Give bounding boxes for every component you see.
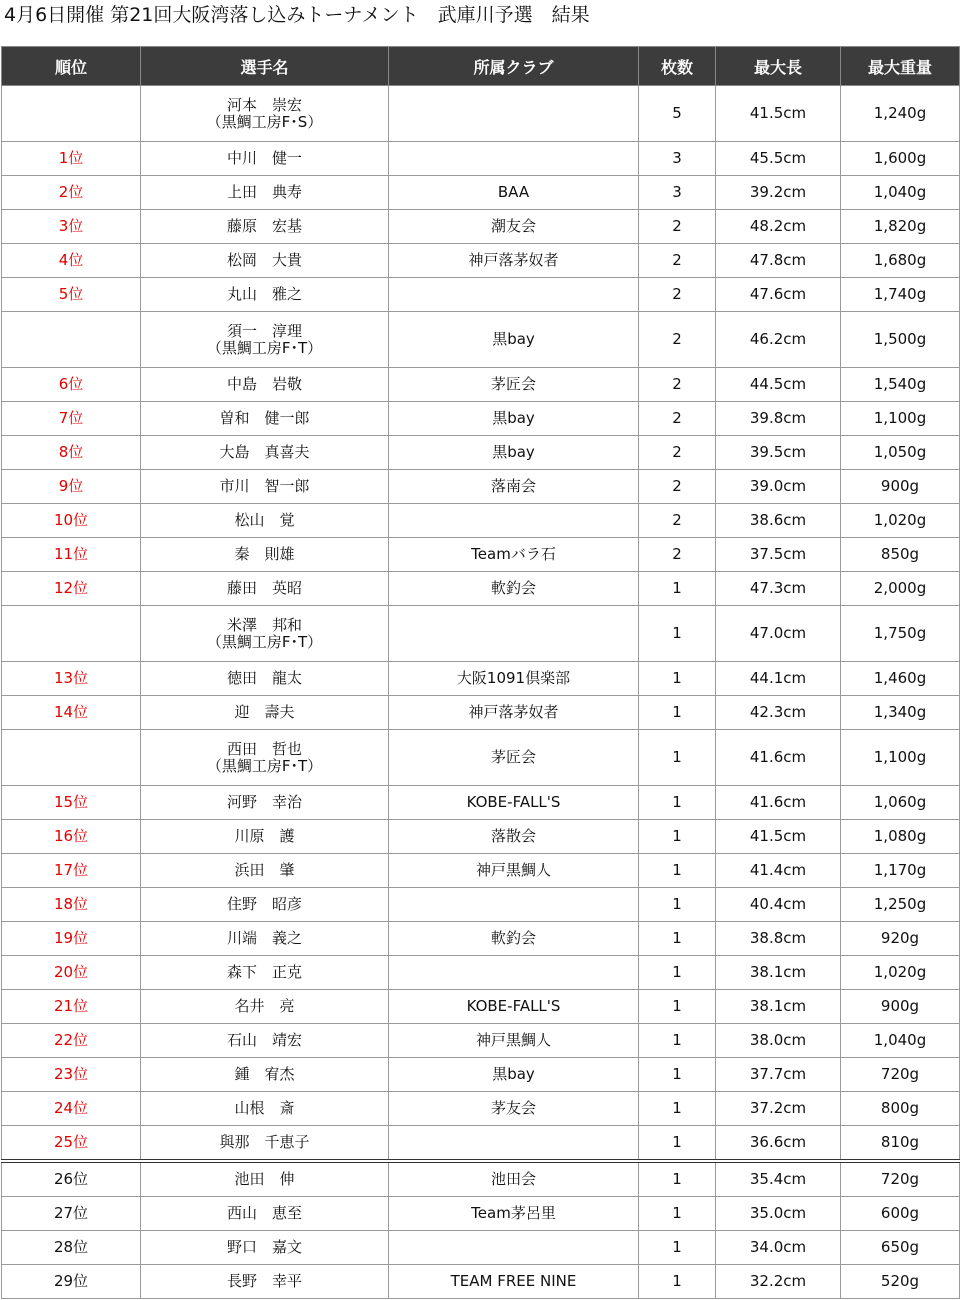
club-cell: [389, 142, 639, 176]
angler-name: 中島 岩敬: [226, 375, 302, 393]
max-weight-cell: 1,020g: [841, 956, 960, 990]
angler-name-cell: [141, 1092, 389, 1126]
rank-cell: [2, 86, 141, 142]
table-row: [2, 606, 960, 662]
angler-name-cell: [141, 696, 389, 730]
angler-name: 松岡 大貴: [226, 251, 302, 269]
angler-name: 迎 壽夫: [234, 703, 295, 721]
club-cell: 潮友会: [389, 210, 639, 244]
club-cell: 神戸黒鯛人: [389, 1024, 639, 1058]
max-weight-cell: 2,000g: [841, 572, 960, 606]
max-weight-cell: 1,340g: [841, 696, 960, 730]
angler-name: 鍾 宥杰: [234, 1065, 295, 1083]
max-length-cell: 35.4cm: [716, 1161, 841, 1197]
rank-cell: 17位: [2, 854, 141, 888]
angler-name: 河野 幸治: [226, 793, 302, 811]
club-cell: KOBE-FALL'S: [389, 990, 639, 1024]
count-cell: 1: [639, 1092, 716, 1126]
angler-name: 米澤 邦和: [226, 615, 302, 634]
count-cell: 1: [639, 1126, 716, 1162]
header-max-weight: 最大重量: [841, 47, 960, 86]
header-rank: 順位: [2, 47, 141, 86]
table-row: [2, 1058, 960, 1092]
angler-name: 池田 伸: [234, 1170, 295, 1188]
club-cell: [389, 956, 639, 990]
max-weight-cell: 1,600g: [841, 142, 960, 176]
rank-cell: 10位: [2, 504, 141, 538]
angler-name-cell: [141, 1024, 389, 1058]
max-length-cell: 34.0cm: [716, 1231, 841, 1265]
angler-affiliation-note: （黒鯛工房F･T）: [206, 632, 323, 651]
table-row: [2, 730, 960, 786]
rank-cell: 9位: [2, 470, 141, 504]
rank-cell: 6位: [2, 368, 141, 402]
angler-name: 石山 靖宏: [226, 1031, 302, 1049]
angler-name-cell: [141, 956, 389, 990]
max-weight-cell: 1,750g: [841, 606, 960, 662]
table-row: [2, 538, 960, 572]
table-row: [2, 504, 960, 538]
max-length-cell: 46.2cm: [716, 312, 841, 368]
count-cell: 1: [639, 572, 716, 606]
club-cell: 黒bay: [389, 312, 639, 368]
angler-name: 上田 典寿: [226, 183, 302, 201]
table-row: [2, 956, 960, 990]
angler-name: 野口 嘉文: [226, 1238, 302, 1256]
max-length-cell: 47.0cm: [716, 606, 841, 662]
angler-name-cell: [141, 854, 389, 888]
max-weight-cell: 900g: [841, 470, 960, 504]
count-cell: 1: [639, 730, 716, 786]
rank-cell: 21位: [2, 990, 141, 1024]
rank-cell: [2, 730, 141, 786]
max-weight-cell: 720g: [841, 1161, 960, 1197]
angler-name: 西田 哲也: [226, 739, 302, 758]
header-count: 枚数: [639, 47, 716, 86]
angler-name-cell: [141, 786, 389, 820]
max-length-cell: 35.0cm: [716, 1197, 841, 1231]
angler-name-cell: [141, 278, 389, 312]
count-cell: 1: [639, 1161, 716, 1197]
max-weight-cell: 1,740g: [841, 278, 960, 312]
header-name: 選手名: [141, 47, 389, 86]
max-length-cell: 38.0cm: [716, 1024, 841, 1058]
count-cell: 2: [639, 210, 716, 244]
max-weight-cell: 1,820g: [841, 210, 960, 244]
rank-cell: 28位: [2, 1231, 141, 1265]
angler-name: 川原 護: [234, 827, 295, 845]
table-row: [2, 436, 960, 470]
rank-cell: 11位: [2, 538, 141, 572]
max-length-cell: 39.8cm: [716, 402, 841, 436]
table-row: [2, 1092, 960, 1126]
max-length-cell: 41.6cm: [716, 730, 841, 786]
table-row: [2, 470, 960, 504]
max-length-cell: 37.7cm: [716, 1058, 841, 1092]
table-row: [2, 312, 960, 368]
count-cell: 1: [639, 888, 716, 922]
angler-name: 須一 淳理: [226, 321, 302, 340]
table-row: [2, 176, 960, 210]
max-weight-cell: 1,060g: [841, 786, 960, 820]
count-cell: 2: [639, 470, 716, 504]
table-row: [2, 244, 960, 278]
page-title: 4月6日開催 第21回大阪湾落し込みトーナメント 武庫川予選 結果: [4, 4, 590, 26]
club-cell: 黒bay: [389, 436, 639, 470]
header-club: 所属クラブ: [389, 47, 639, 86]
angler-name-cell: [141, 402, 389, 436]
count-cell: 1: [639, 786, 716, 820]
max-weight-cell: 1,170g: [841, 854, 960, 888]
max-weight-cell: 1,050g: [841, 436, 960, 470]
table-row: [2, 888, 960, 922]
angler-name-cell: [141, 1161, 389, 1197]
angler-name: 山根 斎: [234, 1099, 295, 1117]
angler-name: 藤原 宏基: [226, 217, 302, 235]
count-cell: 1: [639, 1058, 716, 1092]
angler-name-cell: [141, 730, 389, 786]
club-cell: 黒bay: [389, 402, 639, 436]
max-weight-cell: 1,540g: [841, 368, 960, 402]
angler-name-cell: [141, 1058, 389, 1092]
max-length-cell: 47.6cm: [716, 278, 841, 312]
rank-cell: 26位: [2, 1161, 141, 1197]
angler-name: 浜田 肇: [234, 861, 295, 879]
max-length-cell: 41.4cm: [716, 854, 841, 888]
results-body: [2, 86, 960, 1299]
max-length-cell: 40.4cm: [716, 888, 841, 922]
count-cell: 3: [639, 142, 716, 176]
count-cell: 2: [639, 312, 716, 368]
rank-cell: 1位: [2, 142, 141, 176]
club-cell: TEAM FREE NINE: [389, 1265, 639, 1299]
max-length-cell: 37.2cm: [716, 1092, 841, 1126]
max-length-cell: 45.5cm: [716, 142, 841, 176]
angler-name: 市川 智一郎: [219, 477, 310, 495]
angler-name: 徳田 龍太: [226, 669, 302, 687]
table-row: [2, 1126, 960, 1162]
angler-name-cell: [141, 922, 389, 956]
club-cell: 茅友会: [389, 1092, 639, 1126]
max-length-cell: 44.1cm: [716, 662, 841, 696]
max-weight-cell: 850g: [841, 538, 960, 572]
angler-name-cell: [141, 606, 389, 662]
count-cell: 2: [639, 402, 716, 436]
club-cell: 軟釣会: [389, 922, 639, 956]
club-cell: 神戸落茅奴者: [389, 244, 639, 278]
club-cell: 落南会: [389, 470, 639, 504]
angler-name: 大島 真喜夫: [219, 443, 310, 461]
angler-affiliation-note: （黒鯛工房F･T）: [206, 756, 323, 775]
angler-name-cell: [141, 888, 389, 922]
table-row: [2, 662, 960, 696]
club-cell: [389, 888, 639, 922]
count-cell: 1: [639, 820, 716, 854]
max-length-cell: 41.6cm: [716, 786, 841, 820]
angler-name: 丸山 雅之: [226, 285, 302, 303]
max-weight-cell: 1,240g: [841, 86, 960, 142]
max-weight-cell: 1,100g: [841, 402, 960, 436]
rank-cell: 14位: [2, 696, 141, 730]
max-length-cell: 44.5cm: [716, 368, 841, 402]
angler-name-cell: [141, 210, 389, 244]
count-cell: 1: [639, 1024, 716, 1058]
rank-cell: 22位: [2, 1024, 141, 1058]
rank-cell: 3位: [2, 210, 141, 244]
rank-cell: 16位: [2, 820, 141, 854]
count-cell: 2: [639, 244, 716, 278]
max-weight-cell: 600g: [841, 1197, 960, 1231]
table-row: [2, 142, 960, 176]
max-weight-cell: 1,460g: [841, 662, 960, 696]
count-cell: 1: [639, 696, 716, 730]
angler-name: 長野 幸平: [226, 1272, 302, 1290]
count-cell: 1: [639, 922, 716, 956]
rank-cell: 4位: [2, 244, 141, 278]
table-row: [2, 278, 960, 312]
rank-cell: 15位: [2, 786, 141, 820]
table-row: [2, 854, 960, 888]
rank-cell: 27位: [2, 1197, 141, 1231]
angler-name-cell: [141, 538, 389, 572]
angler-name: 河本 崇宏: [226, 95, 302, 114]
table-row: [2, 1161, 960, 1197]
club-cell: [389, 1126, 639, 1162]
max-length-cell: 38.1cm: [716, 990, 841, 1024]
angler-name-cell: [141, 436, 389, 470]
club-cell: [389, 606, 639, 662]
club-cell: [389, 504, 639, 538]
count-cell: 1: [639, 662, 716, 696]
club-cell: BAA: [389, 176, 639, 210]
max-length-cell: 42.3cm: [716, 696, 841, 730]
angler-name-cell: [141, 662, 389, 696]
angler-name: 中川 健一: [226, 149, 302, 167]
max-weight-cell: 1,680g: [841, 244, 960, 278]
max-length-cell: 41.5cm: [716, 820, 841, 854]
club-cell: 落散会: [389, 820, 639, 854]
table-row: [2, 922, 960, 956]
angler-name-cell: [141, 312, 389, 368]
rank-cell: 20位: [2, 956, 141, 990]
angler-name: 曽和 健一郎: [219, 409, 310, 427]
angler-name-cell: [141, 990, 389, 1024]
angler-name-cell: [141, 86, 389, 142]
angler-name-cell: [141, 504, 389, 538]
rank-cell: 12位: [2, 572, 141, 606]
max-length-cell: 41.5cm: [716, 86, 841, 142]
angler-name-cell: [141, 244, 389, 278]
table-row: [2, 1024, 960, 1058]
angler-name-cell: [141, 470, 389, 504]
count-cell: 2: [639, 368, 716, 402]
angler-name: 名井 亮: [234, 997, 295, 1015]
max-length-cell: 38.1cm: [716, 956, 841, 990]
max-length-cell: 36.6cm: [716, 1126, 841, 1162]
angler-name: 森下 正克: [226, 963, 302, 981]
max-weight-cell: 1,040g: [841, 1024, 960, 1058]
club-cell: 茅匠会: [389, 368, 639, 402]
max-length-cell: 32.2cm: [716, 1265, 841, 1299]
count-cell: 1: [639, 956, 716, 990]
club-cell: Team茅呂里: [389, 1197, 639, 1231]
max-weight-cell: 1,100g: [841, 730, 960, 786]
rank-cell: 2位: [2, 176, 141, 210]
max-weight-cell: 920g: [841, 922, 960, 956]
max-length-cell: 38.8cm: [716, 922, 841, 956]
rank-cell: [2, 312, 141, 368]
max-weight-cell: 650g: [841, 1231, 960, 1265]
max-length-cell: 47.3cm: [716, 572, 841, 606]
table-row: [2, 572, 960, 606]
max-weight-cell: 1,080g: [841, 820, 960, 854]
table-row: [2, 402, 960, 436]
count-cell: 3: [639, 176, 716, 210]
max-length-cell: 39.2cm: [716, 176, 841, 210]
max-weight-cell: 1,020g: [841, 504, 960, 538]
max-weight-cell: 810g: [841, 1126, 960, 1162]
angler-name-cell: [141, 176, 389, 210]
rank-cell: 23位: [2, 1058, 141, 1092]
max-weight-cell: 800g: [841, 1092, 960, 1126]
angler-name-cell: [141, 1265, 389, 1299]
club-cell: 神戸黒鯛人: [389, 854, 639, 888]
rank-cell: 8位: [2, 436, 141, 470]
max-weight-cell: 900g: [841, 990, 960, 1024]
club-cell: KOBE-FALL'S: [389, 786, 639, 820]
count-cell: 2: [639, 504, 716, 538]
rank-cell: 25位: [2, 1126, 141, 1162]
club-cell: Teamバラ石: [389, 538, 639, 572]
table-row: [2, 786, 960, 820]
club-cell: [389, 86, 639, 142]
results-table: [1, 46, 960, 1299]
angler-name: 松山 覚: [234, 511, 295, 529]
table-row: [2, 990, 960, 1024]
count-cell: 1: [639, 990, 716, 1024]
club-cell: 神戸落茅奴者: [389, 696, 639, 730]
rank-cell: [2, 606, 141, 662]
table-row: [2, 820, 960, 854]
table-row: [2, 86, 960, 142]
angler-name: 秦 則雄: [234, 545, 295, 563]
angler-affiliation-note: （黒鯛工房F･T）: [206, 338, 323, 357]
rank-cell: 19位: [2, 922, 141, 956]
max-weight-cell: 520g: [841, 1265, 960, 1299]
count-cell: 1: [639, 1197, 716, 1231]
rank-cell: 29位: [2, 1265, 141, 1299]
club-cell: [389, 1231, 639, 1265]
angler-name-cell: [141, 820, 389, 854]
angler-name-cell: [141, 368, 389, 402]
count-cell: 1: [639, 854, 716, 888]
rank-cell: 7位: [2, 402, 141, 436]
angler-name: 藤田 英昭: [226, 579, 302, 597]
max-length-cell: 39.5cm: [716, 436, 841, 470]
angler-name-cell: [141, 142, 389, 176]
max-length-cell: 48.2cm: [716, 210, 841, 244]
table-row: [2, 210, 960, 244]
max-length-cell: 47.8cm: [716, 244, 841, 278]
count-cell: 2: [639, 436, 716, 470]
max-weight-cell: 1,500g: [841, 312, 960, 368]
count-cell: 2: [639, 538, 716, 572]
angler-name-cell: [141, 572, 389, 606]
club-cell: 池田会: [389, 1161, 639, 1197]
table-row: [2, 1265, 960, 1299]
angler-name: 川端 義之: [226, 929, 302, 947]
angler-name-cell: [141, 1126, 389, 1162]
header-max-length: 最大長: [716, 47, 841, 86]
rank-cell: 13位: [2, 662, 141, 696]
angler-name: 與那 千恵子: [219, 1133, 310, 1151]
table-row: [2, 368, 960, 402]
count-cell: 2: [639, 278, 716, 312]
max-length-cell: 38.6cm: [716, 504, 841, 538]
count-cell: 1: [639, 1265, 716, 1299]
angler-name-cell: [141, 1197, 389, 1231]
max-weight-cell: 720g: [841, 1058, 960, 1092]
count-cell: 1: [639, 606, 716, 662]
rank-cell: 5位: [2, 278, 141, 312]
angler-affiliation-note: （黒鯛工房F･S）: [206, 112, 323, 131]
table-row: [2, 696, 960, 730]
table-row: [2, 1231, 960, 1265]
header-row: [2, 47, 960, 86]
max-length-cell: 39.0cm: [716, 470, 841, 504]
count-cell: 5: [639, 86, 716, 142]
angler-name: 西山 恵至: [226, 1204, 302, 1222]
angler-name-cell: [141, 1231, 389, 1265]
max-length-cell: 37.5cm: [716, 538, 841, 572]
max-weight-cell: 1,250g: [841, 888, 960, 922]
rank-cell: 24位: [2, 1092, 141, 1126]
table-row: [2, 1197, 960, 1231]
club-cell: 茅匠会: [389, 730, 639, 786]
angler-name: 住野 昭彦: [226, 895, 302, 913]
max-weight-cell: 1,040g: [841, 176, 960, 210]
club-cell: 大阪1091倶楽部: [389, 662, 639, 696]
club-cell: 軟釣会: [389, 572, 639, 606]
rank-cell: 18位: [2, 888, 141, 922]
club-cell: 黒bay: [389, 1058, 639, 1092]
club-cell: [389, 278, 639, 312]
count-cell: 1: [639, 1231, 716, 1265]
